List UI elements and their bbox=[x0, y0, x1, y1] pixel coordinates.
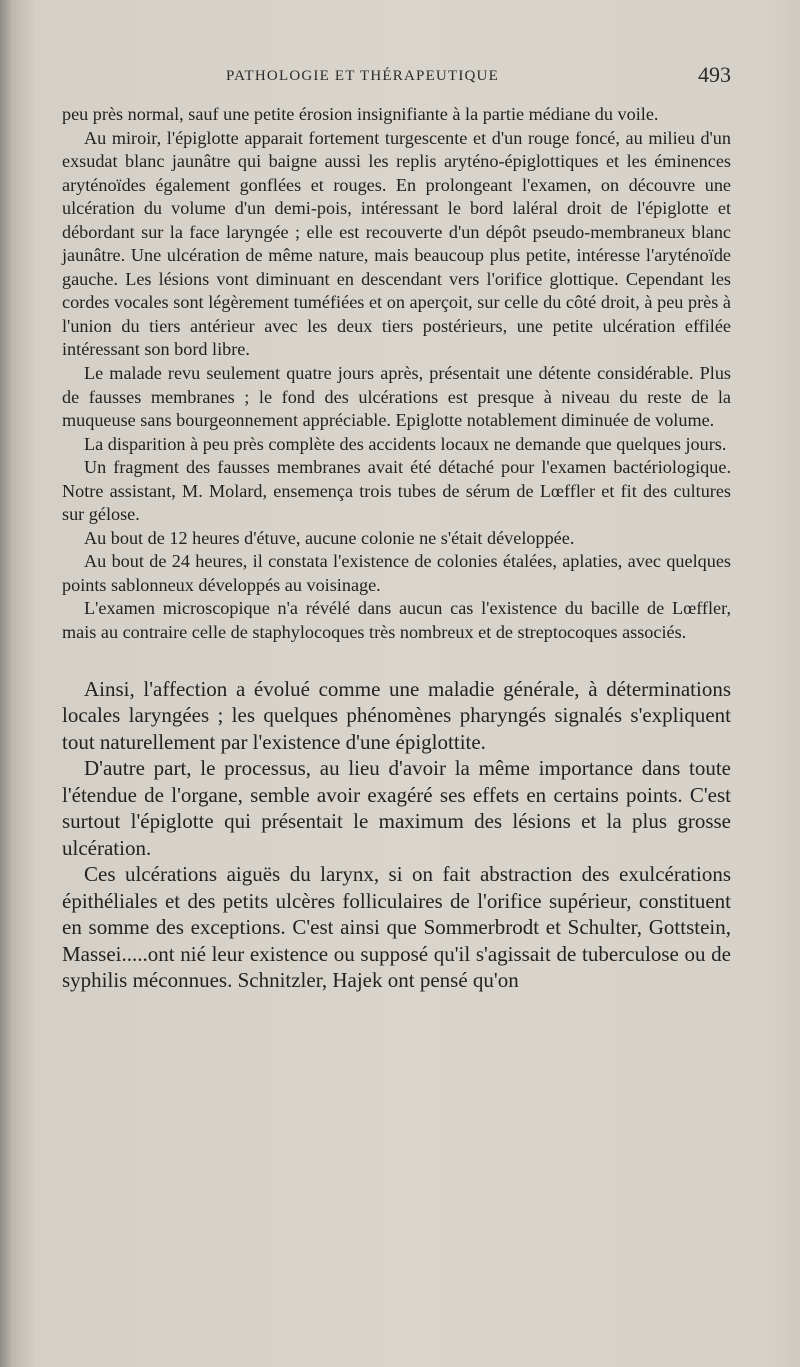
running-title: PATHOLOGIE ET THÉRAPEUTIQUE bbox=[226, 68, 499, 84]
paragraph-3: Le malade revu seulement quatre jours après, présentait une détente considérable. Plus de fausses membranes ; le fond des ulcérations est presque à niveau du reste de la muqueuse sans bourgeonnement appréciable. Epiglotte notablement diminuée de volume. bbox=[62, 363, 731, 431]
running-head bbox=[226, 62, 731, 92]
body-text bbox=[62, 103, 731, 994]
page-number: 493 bbox=[698, 62, 731, 87]
paragraph-4: La disparition à peu près complète des accidents locaux ne demande que quelques jours. bbox=[84, 433, 727, 454]
paragraph-2: Au miroir, l'épiglotte apparait fortement turgescente et d'un rouge foncé, au milieu d'un exsudat blanc jaunâtre qui baigne aussi les replis aryténo-épiglottiques et les éminences aryténoïdes également gonflées et rouges. En prolongeant l'examen, on découvre une ulcération du volume d'un demi-pois, intéressant le bord laléral droit de l'épiglotte et débordant sur la face laryngée ; elle est recouverte d'un dépôt pseudo-membraneux blanc jaunâtre. Une ulcération de même nature, mais beaucoup plus petite, intéresse l'aryténoïde gauche. Les lésions vont diminuant en descendant vers l'orifice glottique. Cependant les cordes vocales sont légèrement tuméfiées et on aperçoit, sur celle du côté droit, à peu près à l'union du tiers antérieur avec les deux tiers postérieurs, une petite ulcération effilée intéressant son bord libre. bbox=[62, 127, 731, 360]
paragraph-6: Au bout de 12 heures d'étuve, aucune colonie ne s'était développée. bbox=[84, 527, 575, 548]
paragraph-5: Un fragment des fausses membranes avait été détaché pour l'examen bactériologique. Notre assistant, M. Molard, ensemença trois tubes de sérum de Lœffler et fit des cultures sur gélose. bbox=[62, 457, 731, 525]
paragraph-7: Au bout de 24 heures, il constata l'existence de colonies étalées, aplaties, avec quelques points sablonneux développés au voisinage. bbox=[62, 551, 731, 595]
paragraph-11: Ces ulcérations aiguës du larynx, si on fait abstraction des exulcérations épithéliales et des petits ulcères folliculaires de l'orifice supérieur, constituent en somme des exceptions. C'est ainsi que Sommerbrodt et Schulter, Gottstein, Massei.....ont nié leur existence ou supposé qu'il s'agissait de tuberculose ou de syphilis méconnues. Schnitzler, Hajek ont pensé qu'on bbox=[62, 862, 731, 993]
section-gap bbox=[62, 645, 731, 676]
paragraph-9: Ainsi, l'affection a évolué comme une maladie générale, à déterminations locales laryngées ; les quelques phénomènes pharyngés signalés s'expliquent tout naturellement par l'existence d'une épiglottite. bbox=[62, 676, 731, 754]
paragraph-8: L'examen microscopique n'a révélé dans aucun cas l'existence du bacille de Lœffler, mais au contraire celle de staphylocoques très nombreux et de streptocoques associés. bbox=[62, 598, 731, 643]
page-binding-edge bbox=[0, 0, 12, 1367]
paragraph-1: peu près normal, sauf une petite érosion insignifiante à la partie médiane du voile. bbox=[62, 104, 659, 124]
paragraph-10: D'autre part, le processus, au lieu d'avoir la même importance dans toute l'étendue de l'organe, semble avoir exagéré ses effets en certains points. C'est surtout l'épiglotte qui présentait le maximum des lésions et la plus grosse ulcération. bbox=[62, 756, 731, 860]
